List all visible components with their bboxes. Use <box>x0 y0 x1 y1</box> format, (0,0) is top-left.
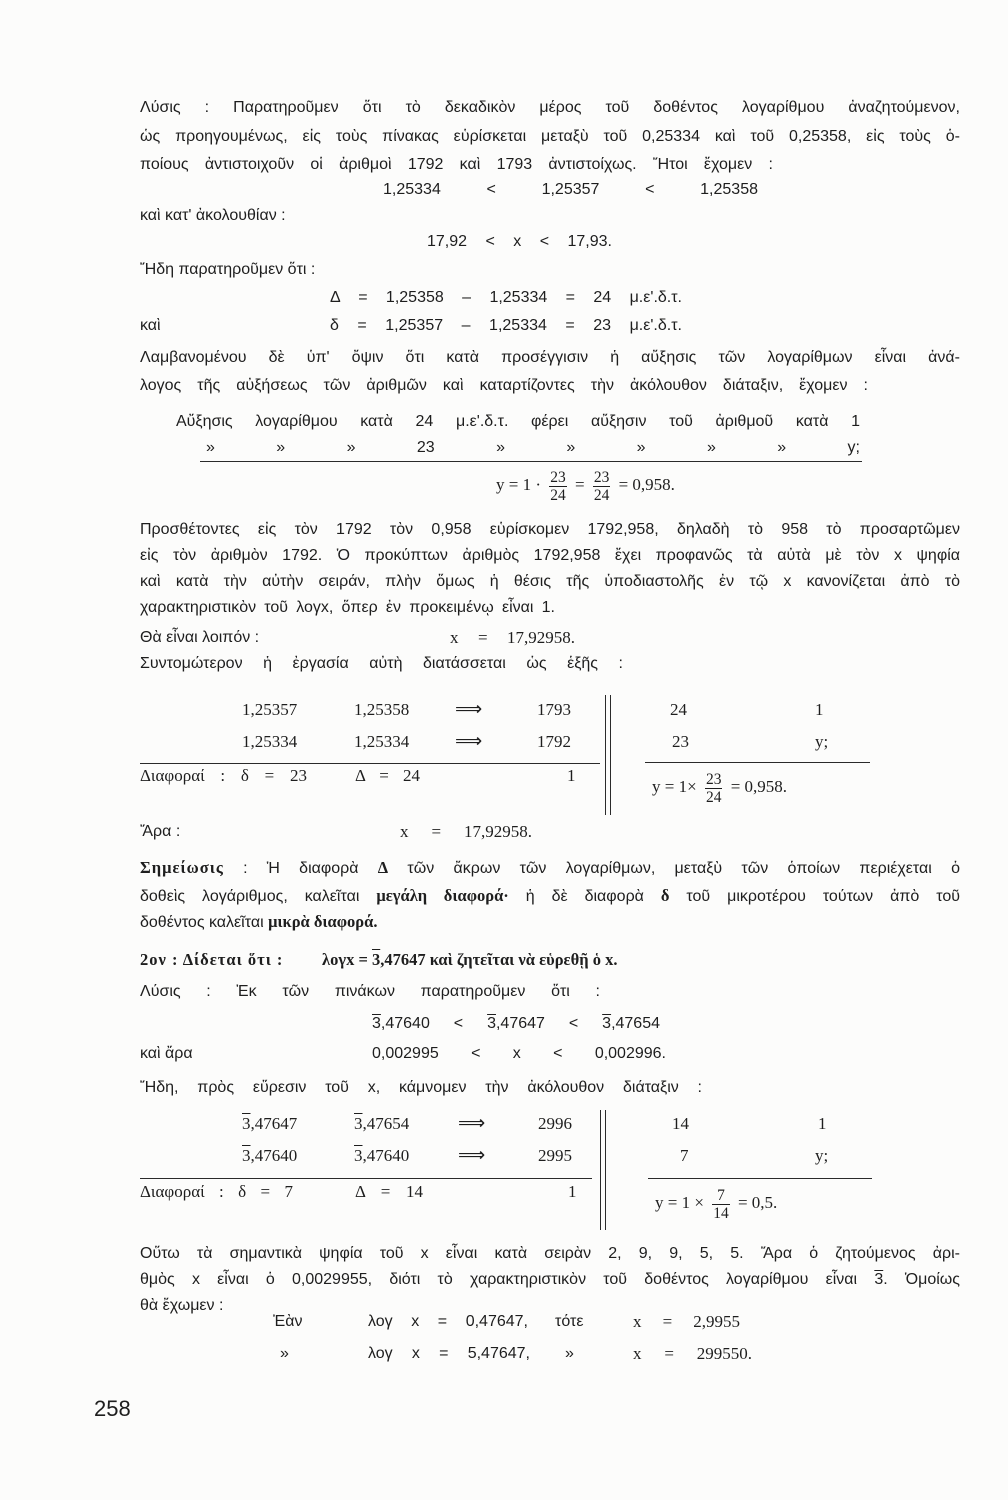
fraction-denominator: 24 <box>593 486 610 504</box>
table-cell: 2996 <box>538 1114 572 1133</box>
now-observe-text: Ἤδη παρατηροῦμεν ὅτι : <box>140 261 316 278</box>
thus-result: x = 17,92958. <box>450 628 575 647</box>
bar-characteristic: 3 <box>874 1271 884 1288</box>
example2-log-inequality <box>372 1013 660 1035</box>
calc-result: = 0,958. <box>618 475 675 494</box>
case-log: λογ x = 0,47647, <box>368 1313 528 1330</box>
differences-label: Διαφοραί : δ = 23 <box>140 766 307 785</box>
table-cell <box>354 1113 409 1135</box>
solution1-line-1: Λύσις : Παρατηροῦμεν ὅτι τὸ δεκαδικὸν μέρος τοῦ δοθέντος λογαρίθμου ἀναζητούμενον, <box>140 99 960 116</box>
conclusion-line-3: θὰ ἔχωμεν : <box>140 1297 224 1314</box>
table-cell: 1,25358 <box>354 700 410 719</box>
given-text: ,47647 καὶ ζητεῖται νὰ εὑρεθῇ ὁ x. <box>380 950 618 969</box>
fraction-denominator: 24 <box>705 788 722 806</box>
bar-characteristic: 3 <box>487 1015 496 1032</box>
proportion-line-1: Λαμβανομένου δὲ ὑπ' ὄψιν ὅτι κατὰ προσέγγισιν ἡ αὔξησις τῶν λογαρίθμων εἶναι ἀνά- <box>140 349 960 366</box>
fraction <box>712 1187 730 1222</box>
proportion-rule-1: Αὔξησις λογαρίθμου κατὰ 24 μ.ε'.δ.τ. φέρει αὔξησιν τοῦ ἀριθμοῦ κατὰ 1 <box>176 413 860 430</box>
implies-arrow-icon: ⟹ <box>458 1112 486 1134</box>
table-double-rule <box>605 695 611 815</box>
note-line-2 <box>140 885 960 907</box>
table-cell: 1792 <box>537 732 571 751</box>
interpretation-line-1: Προσθέτοντες εἰς τὸν 1792 τὸν 0,958 εὑρίσκομεν 1792,958, δηλαδὴ τὸ 958 τὸ προσαρτῶμεν <box>140 521 960 538</box>
note-text: : Ἡ διαφορὰ <box>223 860 378 877</box>
table-divider <box>645 762 870 763</box>
number-difference: 1 <box>568 1182 577 1201</box>
mantissa: ,47640 <box>380 1015 430 1032</box>
example2-given <box>322 949 617 971</box>
table-cell: y; <box>815 732 829 751</box>
solution1-line-3: ποίους ἀντιστοιχοῦν οἱ ἀριθμοὶ 1792 καὶ 1793 ἀντιστοίχως. Ἤτοι ἔχομεν : <box>140 156 773 173</box>
mantissa: ,47647 <box>250 1114 298 1133</box>
bar-characteristic: 3 <box>372 1015 381 1032</box>
implies-arrow-icon: ⟹ <box>455 730 483 752</box>
note-term: μικρὰ διαφορά. <box>268 912 378 931</box>
bar-characteristic: 3 <box>354 1114 363 1133</box>
note-line-3 <box>140 911 377 934</box>
calc-lhs: y = 1 × <box>655 1193 704 1212</box>
note-text: τοῦ μικροτέρου τούτων ἀπὸ τοῦ <box>669 888 960 905</box>
conclusion-text: θμὸς x εἶναι ὁ 0,0029955, διότι τὸ χαρακτηριστικὸν τοῦ δοθέντος λογαρίθμου εἶναι <box>140 1271 875 1288</box>
fraction-numerator: 23 <box>705 770 722 788</box>
calc-lhs: y = 1 · <box>496 475 541 494</box>
table-cell: 1 <box>818 1114 827 1133</box>
table-cell <box>242 1145 297 1167</box>
table-cell: 1,25334 <box>354 732 410 751</box>
table-cell: y; <box>815 1146 829 1165</box>
page-number: 258 <box>94 1396 131 1421</box>
table-divider <box>140 1178 592 1179</box>
proportion-line-2: λογος τῆς αὐξήσεως τῶν ἀριθμῶν καὶ καταρτίζοντες τὴν ἀκόλουθον διάταξιν, ἔχομεν : <box>140 377 868 394</box>
less-than: < <box>429 1015 488 1032</box>
proportion-rule-2: » » » 23 » » » » » y; <box>206 439 860 456</box>
table-cell <box>242 1113 297 1135</box>
thus-label: Θὰ εἶναι λοιπόν : <box>140 629 260 646</box>
case-then: τότε <box>555 1313 584 1330</box>
and-text: καὶ <box>140 317 161 334</box>
hence-label: καὶ ἄρα <box>140 1045 193 1062</box>
note-symbol: δ <box>660 886 670 905</box>
number-difference: 1 <box>567 766 576 785</box>
case-result: x = 299550. <box>633 1344 752 1363</box>
calc-lhs: y = 1× <box>652 777 697 796</box>
conclusion-text: . Ὁμοίως <box>883 1271 960 1288</box>
fraction <box>549 469 567 504</box>
table-cell: 24 <box>670 700 687 719</box>
consequently-text: καὶ κατ' ἀκολουθίαν : <box>140 207 286 224</box>
mantissa: ,47647 <box>495 1015 545 1032</box>
fraction-numerator: 23 <box>593 468 610 486</box>
note-text: ἡ δὲ διαφορὰ <box>508 888 661 905</box>
big-difference: Δ = 14 <box>355 1182 423 1201</box>
bar-characteristic: 3 <box>371 950 381 969</box>
mantissa: ,47640 <box>362 1146 410 1165</box>
table-double-rule <box>600 1110 606 1230</box>
conclusion-line-2 <box>140 1269 960 1291</box>
example2-label: 2ον : Δίδεται ὅτι : <box>140 950 284 969</box>
case-log: λογ x = 5,47647, <box>368 1345 530 1362</box>
bar-characteristic: 3 <box>242 1146 251 1165</box>
example2-solution-intro: Λύσις : Ἐκ τῶν πινάκων παρατηροῦμεν ὅτι : <box>140 983 600 1000</box>
note-line-1 <box>140 857 960 879</box>
mantissa: ,47640 <box>250 1146 298 1165</box>
implies-arrow-icon: ⟹ <box>458 1144 486 1166</box>
hence-inequality: 0,002995 < x < 0,002996. <box>372 1045 666 1062</box>
table-cell: 1,25334 <box>242 732 298 751</box>
table-cell: 14 <box>672 1114 689 1133</box>
fraction-denominator: 24 <box>550 486 566 504</box>
differences-label: Διαφοραί : δ = 7 <box>140 1182 293 1201</box>
mantissa: ,47654 <box>611 1015 660 1032</box>
mantissa: ,47654 <box>362 1114 410 1133</box>
case-lead: Ἐὰν <box>273 1313 303 1330</box>
note-text: δοθεὶς λογάριθμος, καλεῖται <box>140 888 377 905</box>
fraction <box>593 469 611 504</box>
table-divider <box>140 763 600 764</box>
implies-arrow-icon: ⟹ <box>455 698 483 720</box>
calc-result: = 0,958. <box>730 777 788 796</box>
case-then: » <box>565 1345 574 1362</box>
table-cell: 1793 <box>537 700 571 719</box>
table2-calculation <box>655 1180 777 1226</box>
equals-sign: = <box>575 475 585 494</box>
therefore-label: Ἄρα : <box>140 823 181 840</box>
log-inequality: 1,25334 < 1,25357 < 1,25358 <box>383 181 758 198</box>
table-cell: 2995 <box>538 1146 572 1165</box>
x-inequality: 17,92 < x < 17,93. <box>427 233 612 250</box>
fraction <box>705 771 723 806</box>
conclusion-line-1: Οὕτω τὰ σημαντικὰ ψηφία τοῦ x εἶναι κατὰ σειρὰν 2, 9, 9, 5, 5. Ἄρα ὁ ζητούμενος ἀρι- <box>140 1245 960 1262</box>
less-than: < <box>544 1015 603 1032</box>
proportion-divider <box>200 461 862 462</box>
note-text: τῶν ἄκρων τῶν λογαρίθμων, μεταξὺ τῶν ὁποίων περιέχεται ὁ <box>388 860 960 877</box>
interpretation-line-2: εἰς τὸν ἀριθμὸν 1792. Ὁ προκύπτων ἀριθμὸς 1792,958 ἔχει προφανῶς τὰ αὐτὰ μὲ τὸν x ψηφία <box>140 547 960 564</box>
proportion-calculation <box>496 463 675 507</box>
note-title: Σημείωσις <box>140 858 224 877</box>
case-lead: » <box>280 1345 289 1362</box>
calc-result: = 0,5. <box>737 1193 778 1212</box>
arrangement-text: Ἤδη, πρὸς εὕρεσιν τοῦ x, κάμνομεν τὴν ἀκόλουθον διάταξιν : <box>140 1079 702 1096</box>
case-result: x = 2,9955 <box>633 1312 740 1331</box>
fraction-denominator: 14 <box>713 1204 729 1222</box>
therefore-result: x = 17,92958. <box>400 822 532 841</box>
fraction-numerator: 7 <box>712 1187 730 1205</box>
shorter-arrangement-text: Συντομώτερον ἡ ἐργασία αὐτὴ διατάσσεται ὡς ἑξῆς : <box>140 655 623 672</box>
table-cell: 7 <box>680 1146 689 1165</box>
big-difference-formula: Δ = 1,25358 – 1,25334 = 24 μ.ε'.δ.τ. <box>330 289 682 306</box>
interpretation-line-3: καὶ κατὰ τὴν αὐτὴν σειράν, πλὴν ὅμως ἡ θέσις τῆς ὑποδιαστολῆς ἐν τῷ x κανονίζεται ἀπὸ τὸ <box>140 573 960 590</box>
given-text: λογx = <box>322 950 372 969</box>
fraction-numerator: 23 <box>550 468 566 486</box>
note-symbol: Δ <box>377 858 389 877</box>
table-cell: 1,25357 <box>242 700 298 719</box>
bar-characteristic: 3 <box>242 1114 251 1133</box>
table-cell <box>354 1145 409 1167</box>
interpretation-line-4: χαρακτηριστικὸν τοῦ λογx, ὅπερ ἐν προκειμένῳ εἶναι 1. <box>140 599 555 616</box>
table-divider <box>648 1178 872 1179</box>
note-term: μεγάλη διαφορά· <box>376 886 509 905</box>
note-text: δοθέντος καλεῖται <box>140 914 269 931</box>
small-difference-formula: δ = 1,25357 – 1,25334 = 23 μ.ε'.δ.τ. <box>330 317 682 334</box>
table1-calculation <box>652 765 787 809</box>
solution1-line-2: ὡς προηγουμένως, εἰς τοὺς πίνακας εὑρίσκεται μεταξὺ τοῦ 0,25334 καὶ τοῦ 0,25358, εἰς τοὺς ὁ- <box>140 128 960 145</box>
table-cell: 23 <box>672 732 689 751</box>
big-difference: Δ = 24 <box>355 766 420 785</box>
table-cell: 1 <box>815 700 824 719</box>
bar-characteristic: 3 <box>602 1015 612 1032</box>
bar-characteristic: 3 <box>354 1146 363 1165</box>
